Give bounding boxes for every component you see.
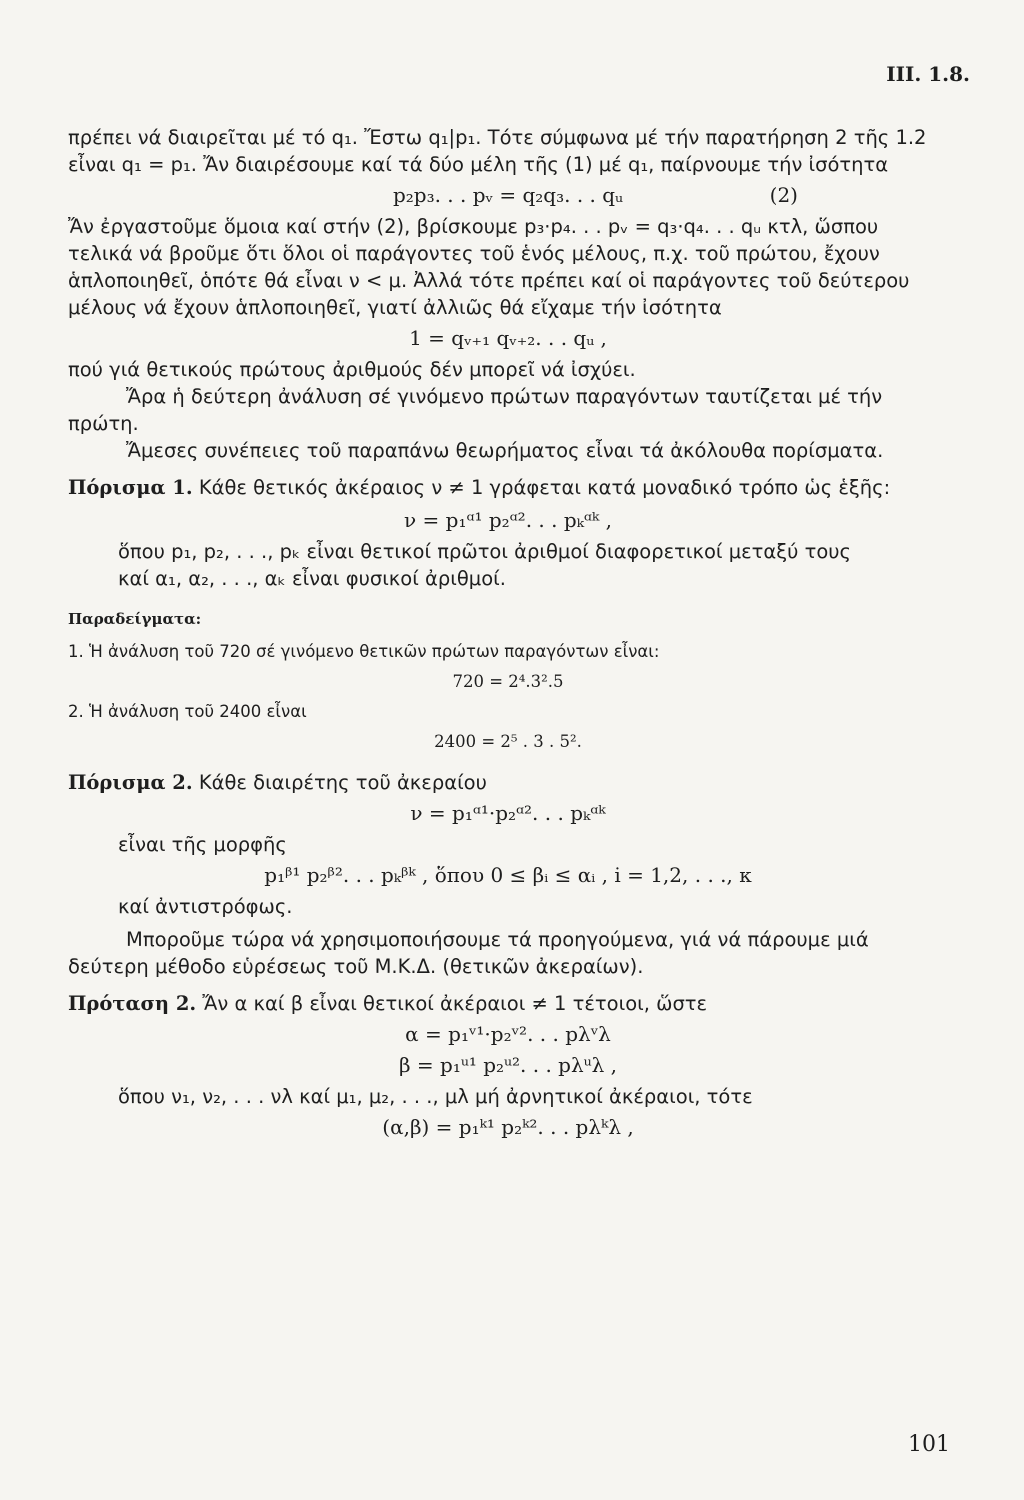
equation: 2400 = 2⁵ . 3 . 5². xyxy=(434,732,582,751)
paragraph: καί α₁, α₂, . . ., αₖ εἶναι φυσικοί ἀριθμοί. xyxy=(118,567,506,590)
page-body xyxy=(68,124,948,1145)
proposition-text: Ἄν α καί β εἶναι θετικοί ἀκέραιοι ≠ 1 τέτοιοι, ὥστε xyxy=(202,992,708,1015)
paragraph: πρέπει νά διαιρεῖται μέ τό q₁. Ἔστω q₁|p₁. Τότε σύμφωνα μέ τήν παρατήρηση 2 τῆς 1.2 εἶναι q₁ = p₁. Ἄν διαιρέσουμε καί τά δύο μέλη τῆς (1) μέ q₁, παίρνουμε τήν ἰσότητα xyxy=(68,126,927,176)
paragraph: καί ἀντιστρόφως. xyxy=(118,895,293,918)
equation-number: (2) xyxy=(769,183,798,207)
equation: 720 = 2⁴.3².5 xyxy=(452,672,564,691)
proposition-2 xyxy=(68,990,948,1017)
equation: p₁ᵝ¹ p₂ᵝ². . . pₖᵝᵏ , ὅπου 0 ≤ βᵢ ≤ αᵢ , i = 1,2, . . ., κ xyxy=(264,863,752,887)
equation: ν = p₁ᵅ¹ p₂ᵅ². . . pₖᵅᵏ , xyxy=(404,508,612,532)
paragraph: εἶναι τῆς μορφῆς xyxy=(118,833,287,856)
paragraph: Ἄν ἐργαστοῦμε ὅμοια καί στήν (2), βρίσκουμε p₃·p₄. . . pᵥ = q₃·q₄. . . qᵤ κτλ, ὥσπου τελικά νά βροῦμε ὅτι ὅλοι οἱ παράγοντες τοῦ ἑνός μέλους, π.χ. τοῦ πρώτου, ἔχουν ἁπλοποιηθεῖ, ὁπότε θά εἶναι ν < μ. Ἀλλά τότε πρέπει καί οἱ παράγοντες τοῦ δεύτερου μέλους νά ἔχουν ἁπλοποιηθεῖ, γιατί ἀλλιῶς θά εἴχαμε τήν ἰσότητα xyxy=(68,215,910,319)
equation: 1 = qᵥ₊₁ qᵥ₊₂. . . qᵤ , xyxy=(409,326,607,350)
corollary-text: Κάθε θετικός ἀκέραιος ν ≠ 1 γράφεται κατά μοναδικό τρόπο ὡς ἑξῆς: xyxy=(198,476,891,499)
paragraph: ὅπου ν₁, ν₂, . . . νλ καί μ₁, μ₂, . . ., μλ μή ἀρνητικοί ἀκέραιοι, τότε xyxy=(118,1085,753,1108)
paragraph: Ἄρα ἡ δεύτερη ἀνάλυση σέ γινόμενο πρώτων παραγόντων ταυτίζεται μέ τήν πρώτη. xyxy=(68,385,883,435)
corollary-1 xyxy=(68,474,948,501)
paragraph: Ἄμεσες συνέπειες τοῦ παραπάνω θεωρήματος εἶναι τά ἀκόλουθα πορίσματα. xyxy=(126,439,884,462)
corollary-text: Κάθε διαιρέτης τοῦ ἀκεραίου xyxy=(198,771,487,794)
section-header: III. 1.8. xyxy=(886,62,970,86)
corollary-label: Πόρισμα 2. xyxy=(68,771,193,794)
page-number: 101 xyxy=(908,1432,950,1457)
equation-text: p₂p₃. . . pᵥ = q₂q₃. . . qᵤ xyxy=(392,183,624,207)
equation: (α,β) = p₁ᵏ¹ p₂ᵏ². . . pλᵏλ , xyxy=(382,1115,634,1139)
equation: α = p₁ᵛ¹·p₂ᵛ². . . pλᵛλ xyxy=(405,1022,611,1046)
paragraph: πού γιά θετικούς πρώτους ἀριθμούς δέν μπορεῖ νά ἰσχύει. xyxy=(68,358,636,381)
paragraph: Μποροῦμε τώρα νά χρησιμοποιήσουμε τά προηγούμενα, γιά νά πάρουμε μιά δεύτερη μέθοδο εὑρέσεως τοῦ Μ.Κ.Δ. (θετικῶν ἀκεραίων). xyxy=(68,928,869,978)
corollary-label: Πόρισμα 1. xyxy=(68,476,193,499)
equation: ν = p₁ᵅ¹·p₂ᵅ². . . pₖᵅᵏ xyxy=(410,801,606,825)
corollary-2 xyxy=(68,769,948,796)
example-1: 1. Ἡ ἀνάλυση τοῦ 720 σέ γινόμενο θετικῶν πρώτων παραγόντων εἶναι: xyxy=(68,642,660,661)
equation-2 xyxy=(68,182,948,209)
proposition-label: Πρόταση 2. xyxy=(68,992,197,1015)
equation: β = p₁ᵘ¹ p₂ᵘ². . . pλᵘλ , xyxy=(398,1053,618,1077)
examples-label: Παραδείγματα: xyxy=(68,610,202,628)
example-2: 2. Ἡ ἀνάλυση τοῦ 2400 εἶναι xyxy=(68,702,307,721)
paragraph: ὅπου p₁, p₂, . . ., pₖ εἶναι θετικοί πρῶτοι ἀριθμοί διαφορετικοί μεταξύ τους xyxy=(118,540,852,563)
